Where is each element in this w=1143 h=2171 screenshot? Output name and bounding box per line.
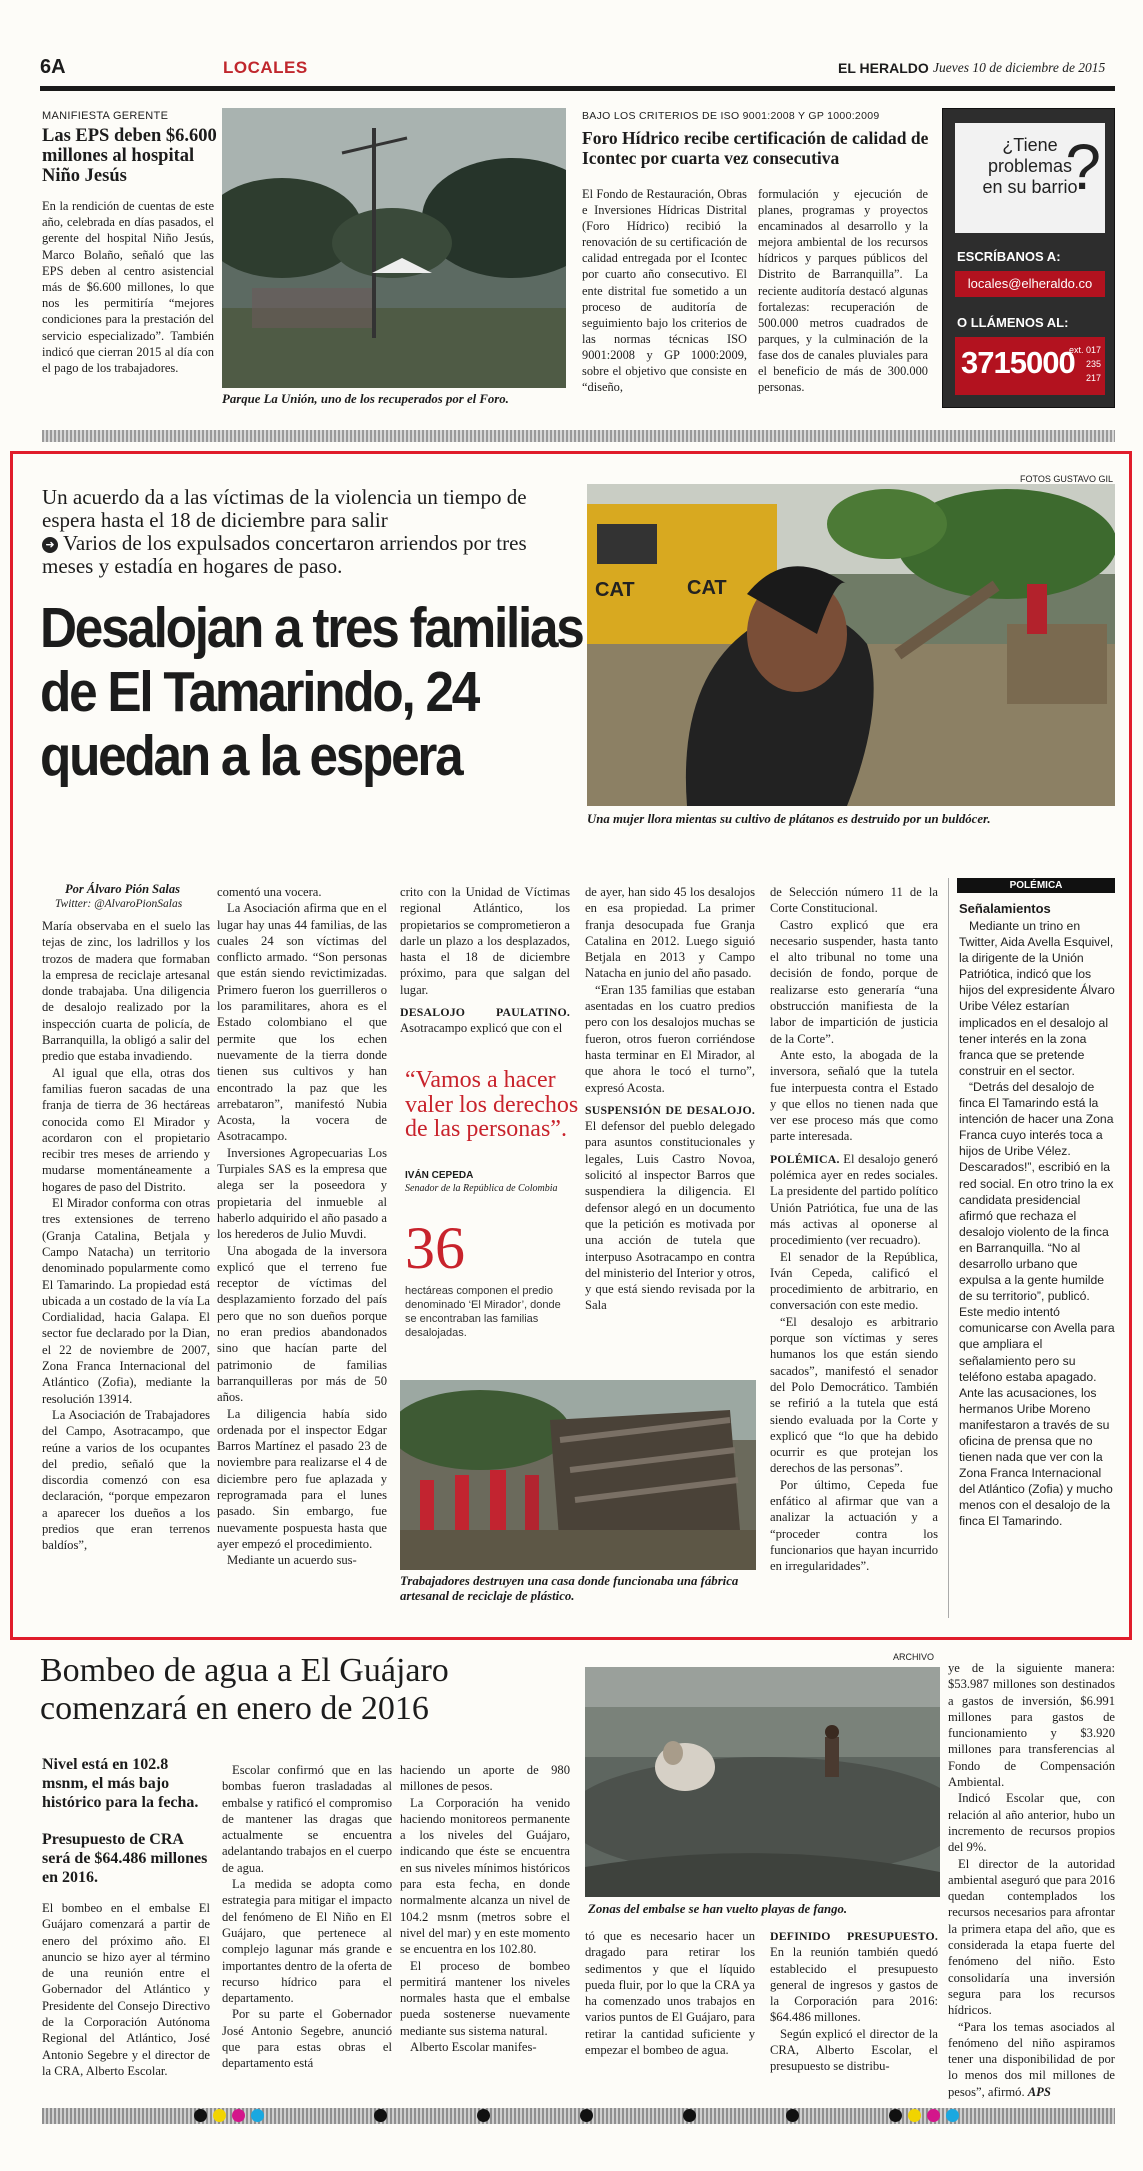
bottom-headline-line1: Bombeo de agua a El Guájaro [40,1652,449,1689]
main-col2-p3: Inversiones Agropecuarias Los Turpiales SAS es la empresa que alega ser la poseedora y propietaria del inmueble al haberlo adquirido el año pasado a los herederos de Julio Muvdi. [217,1145,387,1242]
bottom-summary1: Nivel está en 102.8 msnm, el más bajo histórico para la fecha. [42,1756,199,1811]
ad-phone [955,337,1105,395]
deck-line1: Un acuerdo da a las víctimas de la violencia un tiempo de espera hasta el 18 de diciembre para salir [42,485,527,532]
main-col1-p2: Al igual que ella, otras dos familias fueron sacadas de una franja de tierra de 36 hectáreas conocida como El Mirador y acordaron con el propietario recibir tres meses de arriendo y mudarse momentáneamente a hogares de paso del Distrito. [42,1065,210,1194]
foro-col1: El Fondo de Restauración, Obras e Inversiones Hídricas Distrital (Foro Hídrico) recibió la renovación de su certificación de calidad entregada por el Icontec por cuarto año consecutivo. El ente distrital fue sometido a un proceso de auditoría de seguimiento bajo los criterios de las normas técnicas ISO 9001:2008 y GP 1000:2009, sobre el objetivo que consiste en “diseño, [582,187,747,395]
bottom-headline [40,1652,600,1728]
foro-title: Foro Hídrico recibe certificación de calidad de Icontec por cuarta vez consecutiva [582,128,929,168]
foro-col2: formulación y ejecución de planes, programas y proyectos encaminados al desarrollo y la mejora ambiental de los recursos hídricos y parques públicos del Distrito de Barranquilla”. La reciente auditoría destacó algunas fortalezas: recuperación de 500.000 metros cuadrados de parques, y la culminación de la fase dos de canales pluviales para el beneficio de más de 300.000 personas. [758,187,928,395]
main-col3 [400,884,570,1037]
sidebar-body [959,918,1115,1530]
ad-line1: ¿Tiene [1002,135,1058,155]
bottom-col3-p4: Alberto Escolar manifes- [410,2040,537,2055]
dot-icon [683,2109,696,2122]
question-mark-icon: ? [1065,131,1101,203]
dot-icon [232,2109,245,2122]
ad-call: O LLÁMENOS AL: [957,315,1069,330]
park-photo-image [222,108,566,388]
dot-icon [786,2109,799,2122]
embalse-photo-image [585,1667,940,1897]
sidebar-title: Señalamientos [959,901,1051,916]
bottom-col5-p1 [770,1928,938,2026]
parque-caption: Parque La Unión, uno de los recuperados por el Foro. [222,392,509,406]
main-col2-p6: Mediante un acuerdo sus- [227,1553,357,1568]
headline-line2: de El Tamarindo, 24 [40,660,479,724]
main-col5-p3: Ante esto, la abogada de la inversora, señaló que la tutela fue interpuesta contra el Estado y que ellos no tienen nada que ver ese proceso más que como parte interesada. [770,1047,938,1144]
subhead-desalojo-paulatino: DESALOJO PAULATINO. [400,1005,570,1020]
workers-photo-image [400,1380,756,1570]
svg-text:CAT: CAT [595,579,635,601]
bottom-headline-line2: comenzará en enero de 2016 [40,1690,429,1727]
main-col5-p5: El senador de la República, Iván Cepeda, calificó el procedimiento de arbitrario, en conversación con este medio. [770,1249,938,1313]
main-col2-p5: La diligencia había sido ordenada por el inspector Edgar Barros Martínez el pasado 23 de noviembre para realizarse el 4 de diciembre pero fue aplazada y reprogramada para el lunes pasado. Sin embargo, fue nuevamente pospuesta hasta que ayer empezó el procedimiento. [217,1406,387,1551]
foro-kicker: BAJO LOS CRITERIOS DE ISO 9001:2008 Y GP 1000:2009 [582,110,880,122]
bottom-col5 [770,1928,938,2075]
main-col2 [217,884,387,1568]
photo-parque [222,108,566,388]
svg-text:CAT: CAT [687,577,727,599]
paper-name: EL HERALDO [838,60,929,76]
main-col5-p7: Por último, Cepeda fue enfático al afirmar que van a analizar la actuación y a “proceder contra los funcionarios que hayan incurrido en irregularidades”. [770,1477,938,1574]
bottom-col2-p3: Por su parte el Gobernador José Antonio Segebre, anunció que para estas obras el departamento está [222,2007,392,2071]
bottom-col5-p1-text: En la reunión también quedó establecido el presupuesto general de ingresos y gastos de la Corporación para 2016: $64.486 millones. [770,1945,938,2025]
main-col4-p1: de ayer, han sido 45 los desalojos en esa propiedad. La primer franja desocupada fue Granja Catalina en 2012. Luego siguió Betjala en 2013 y Campo Natacha en junio del año pasado. [585,885,755,981]
quote-role: Senador de la República de Colombia [405,1183,558,1194]
eps-title: Las EPS deben $6.600 millones al hospital Niño Jesús [42,126,217,186]
bottom-col2-p1: Escolar confirmó que en las bombas fueron trasladadas al embalse y ratificó el compromiso de mantener las dragas que actualmente se encuentra adelantando trabajos en el cuerpo de agua. [222,1763,392,1875]
author-sign: APS [1027,2084,1051,2099]
main-col4-p3 [585,1102,755,1314]
main-col1-p3: El Mirador conforma con otras tres extensiones de terreno (Granja Catalina, Betjala y Campo Natacha) un territorio denominado popularmente como El Tamarindo. La propiedad está ubicada a un costado de la vía La Cordialidad, hacia Galapa. El sector fue declarado por la Dian, el 22 de noviembre de 2007, Zona Franca Internacional del Atlántico (Zofia), mediante la resolución 13914. [42,1196,210,1406]
main-col5-p2: Castro explicó que era necesario suspender, hasta tanto el alto tribunal no tome una decisión de fondo, porque de realizarse esto generaría “una obstrucción manifiesta de la labor de impartición de justicia de la Corte”. [770,917,938,1046]
ad-ext1: ext. 017 [1068,345,1101,355]
bottom-col2 [222,1762,392,2072]
dot-icon [194,2109,207,2122]
twitter-handle: Twitter: @AlvaroPionSalas [55,898,183,910]
main-col4-p3-text: El defensor del pueblo delegado para asuntos constitucionales y legales, Luis Castro Novoa, solicitó al inspector Barros que suspendiera la diligencia. El defensor alegó en un documento que la petición es motivada por una acción de tutela que interpuso Asotracampo en contra del ministerio del Interior y otros, y que está siendo revisada por la Sala [585,1119,755,1313]
bottom-col6-p4-text: “Para los temas asociados al fenómeno del niño aspiramos tener una disponibilidad de por lo menos dos mil millones de pesos”, afirmó. [948,2019,1115,2099]
bottom-col3-p3: El proceso de bombeo permitirá mantener los niveles normales hasta que el embalse pueda sostenerse nuevamente mediante sus sistema natural. [400,1958,570,2038]
main-col5-p6: “El desalojo es arbitrario porque son víctimas y seres humanos los que están siendo sacados”, manifestó el senador del Polo Democrático. También se refirió a la tutela que está siendo evaluada por la Corte y explicó que “lo que ha debido ocurrir es que protejan los derechos de las personas”. [770,1314,938,1476]
embalse-caption: Zonas del embalse se han vuelto playas de fango. [588,1902,848,1916]
subhead-presupuesto: DEFINIDO PRESUPUESTO. [770,1929,938,1943]
dot-icon [213,2109,226,2122]
main-col2-p4: Una abogada de la inversora explicó que el terreno fue receptor de víctimas del desplazamiento forzado del país pero que no son dueños porque no eran predios abandonados sino que hacían parte del patrimonio de familias barranquilleras por más de 50 años. [217,1243,387,1405]
bottom-col4: tó que es necesario hacer un dragado para retirar los sedimentos y que el líquido pueda fluir, por lo que la CRA ya ha comenzado unos trabajos en varios puntos de El Guájaro, para retirar la cantidad suficiente y empezar el bombeo de agua. [585,1929,755,2058]
section-divider [42,430,1115,442]
deck-line2 [42,532,582,578]
bottom-col6-p2: Indicó Escolar que, con relación al año anterior, hubo un incremento de recursos propios del 9%. [948,1791,1115,1855]
bottom-col5-p2: Según explicó el director de la CRA, Alberto Escolar, el presupuesto se distribu- [770,2026,938,2074]
stat-text: hectáreas componen el predio denominado ‘El Mirador’, donde se encontraban las familias desalojadas. [405,1285,561,1339]
main-col5 [770,884,938,1574]
woman-caption: Una mujer llora mientas su cultivo de plátanos es destruido por un buldócer. [587,812,991,826]
subhead-suspension: SUSPENSIÓN DE DESALOJO. [585,1102,755,1117]
headline-line3: quedan a la espera [40,724,462,788]
main-headline [40,596,583,788]
ad-line3: en su barrio [982,177,1078,197]
footer-bar [42,2108,1115,2124]
sidebar-tag: POLÉMICA [957,878,1115,893]
ad-ext2: 235 [1085,359,1101,369]
byline: Por Álvaro Pión Salas [65,882,180,896]
deck-line2-text: Varios de los expulsados concertaron arriendos por tres meses y estadía en hogares de paso. [42,531,527,578]
bottom-col6-p1: ye de la siguiente manera: $53.987 millones son destinados a gastos de inversión, $6.991 millones para gastos de funcionamiento y $3.920 millones para transferencias al Fondo de Compensación Ambiental. [948,1661,1115,1790]
main-col4 [585,884,755,1314]
main-col3-p2 [400,1004,570,1037]
bottom-col2-p2: La medida se adopta como estrategia para mitigar el impacto del fenómeno de El Niño en El Guájaro, que pertenece al complejo lagunar más grande e importantes dentro de la oferta de recurso hídrico para el departamento. [222,1877,392,2006]
photo-embalse [585,1667,940,1897]
woman-photo-image [587,484,1115,806]
sidebar-p2: “Detrás del desalojo de finca El Tamarindo está la intención de hacer una Zona Franca cuyo interés toca a hijos de Uribe Vélez. Descarados!”, escribió en la red social. En otro trino la ex candidata presidencial afirmó que rechaza el desalojo violento de la finca en Barranquilla. “No al desarrollo urbano que expulsa a la gente humilde de su territorio”, publicó. Este medio intentó comunicarse con Avella para que ampliara el señalamiento pero su teléfono estaba apagado. Ante las acusaciones, los hermanos Uribe Moreno manifestaron a través de su oficina de prensa que no tienen nada que ver con la Zona Franca Internacional del Atlántico (Zofia) y mucho menos con el desalojo de la finca El Tamarindo. [959,1079,1115,1529]
ad-email[interactable]: locales@elheraldo.co [955,271,1105,297]
dot-icon [889,2109,902,2122]
date: Jueves 10 de diciembre de 2015 [933,60,1106,75]
dot-icon [580,2109,593,2122]
dot-icon [946,2109,959,2122]
polemica-sidebar [948,878,1115,1618]
bottom-col6-p4 [948,2019,1115,2100]
ad-ext3: 217 [1085,373,1101,383]
eps-kicker: MANIFIESTA GERENTE [42,110,169,122]
photo-workers [400,1380,756,1570]
workers-caption: Trabajadores destruyen una casa donde funcionaba una fábrica artesanal de reciclaje de plástico. [400,1574,739,1603]
dot-icon [927,2109,940,2122]
bottom-credit: ARCHIVO [893,1652,935,1662]
main-col1-p4: La Asociación de Trabajadores del Campo, Asotracampo, que reúne a varios de los ocupantes del predio, señaló que la discordia comenzó con esa declaración, “porque empezaron a aparecer los dueños a los predios que eran terrenos baldíos”, [42,1407,210,1553]
bottom-col3 [400,1762,570,2055]
main-col4-p2: “Eran 135 familias que estaban asentadas en los cuatro predios pero con los desalojos muchas se fueron, otros fueron corriéndose hasta terminar en El Mirador, al que ahora le tocó el turno”, expresó Acosta. [585,982,755,1095]
bottom-col3-p2: La Corporación ha venido haciendo monitoreos permanente a los niveles del Guájaro, indicando que éste se encuentra en sus niveles mínimos históricos para esta fecha, en donde normalmente alcanza un nivel de 104.2 msnm (metros sobre el nivel del mar) y en este momento se encuentra en los 102.80. [400,1795,570,1957]
section-name: LOCALES [223,58,308,77]
photo-credit: FOTOS GUSTAVO GIL [1020,474,1114,484]
sidebar-p1: Mediante un trino en Twitter, Aida Avella Esquivel, la dirigente de la Unión Patriótica, indicó que los hijos del expresidente Álvaro Uribe Vélez estarían implicados en el desalojo al tener interés en la zona franca que se pretende construir en el sector. [959,919,1115,1078]
dot-icon [908,2109,921,2122]
bottom-col3-p1: haciendo un aporte de 980 millones de pesos. [400,1763,570,1794]
main-col5-p4 [770,1151,938,1249]
headline-line1: Desalojan a tres familias [40,596,583,660]
page-number: 6A [40,56,66,78]
registration-dots [194,2109,997,2127]
eps-body: En la rendición de cuentas de este año, celebrada en días pasados, el gerente del hospital Niño Jesús, Marco Bolaño, señaló que las EPS deben al centro asistencial más de $6.600 millones, lo que nos les permitiría “mejores condiciones para la prestación del servicio especializado”. También indicó que cierran 2015 al día con el pago de los trabajadores. [42,199,214,376]
reader-ad-box [942,108,1115,408]
bottom-col1: El bombeo en el embalse El Guájaro comenzará a partir de enero del próximo año. El anuncio se hizo ayer al término de una reunión entre el Gobernador del Atlántico y Presidente del Consejo Directivo de la Corporación Autónoma Regional del Atlántico, José Antonio Segebre y el director de la CRA, Alberto Escolar. [42,1901,210,2078]
photo-woman [587,484,1115,806]
bottom-summary2: Presupuesto de CRA será de $64.486 millones en 2016. [42,1831,208,1886]
dot-icon [374,2109,387,2122]
quote-name: IVÁN CEPEDA [405,1170,474,1181]
bottom-col6-p3: El director de la autoridad ambiental aseguró que para 2016 quedan contemplados los recursos necesarios para afrontar la primera etapa del año, que es considerada la etapa fuerte del fenómeno del niño. Esto consolidaría una inversión segura para los recursos hídricos. [948,1856,1115,2018]
pull-quote: “Vamos a hacer valer los derechos de las personas”. [405,1067,579,1142]
main-col1 [42,918,210,1554]
arrow-right-icon: ➜ [42,537,58,553]
main-col3-p1: crito con la Unidad de Víctimas regional Atlántico, los propietarios se comprometieron a darle un plazo a los desplazados, hasta el 18 de diciembre próximo, para que salgan del lugar. [400,885,570,997]
main-col1-p1: María observaba en el suelo las tejas de zinc, los ladrillos y los trozos de madera que formaban la empresa de reciclaje artesanal donde trabajaba. Una diligencia de desalojo realizado por la inspección cuarta de policía, de Barranquilla, la obligó a salir del predio que estaba invadiendo. [42,919,210,1064]
header-rule [40,86,1115,91]
main-col2-p2: La Asociación afirma que en el lugar hay unas 44 familias, de las cuales 24 son víctimas del conflicto armado. “Son personas que están siendo revictimizadas. Primero fueron los guerrilleros o los paramilitares, ahora es el Estado colombiano el que permite que los echen nuevamente de la tierra donde tienen sus cultivos y han encontrado la paz que les arrebataron”, manifestó Nubia Acosta, la vocera de Asotracampo. [217,901,387,1144]
main-col2-p1: comentó una vocera. [217,885,322,899]
stat-number: 36 [405,1215,465,1281]
ad-line2: problemas [987,156,1073,176]
ad-phone-number[interactable]: 3715000 [961,345,1075,380]
main-col5-p1: de Selección número 11 de la Corte Constitucional. [770,885,938,916]
main-col3-p2-text: Asotracampo explicó que con el [400,1021,563,1036]
subhead-polemica: POLÉMICA. [770,1151,840,1166]
dot-icon [477,2109,490,2122]
ad-question [955,123,1105,233]
dot-icon [251,2109,264,2122]
bottom-col6 [948,1660,1115,2100]
main-deck [42,486,582,578]
ad-write: ESCRÍBANOS A: [957,249,1061,264]
main-col5-p4-text: El desalojo generó polémica ayer en redes sociales. La presidente del partido político Unión Patriótica, fue una de las más activas al oponerse al procedimiento (ver recuadro). [770,1151,938,1248]
